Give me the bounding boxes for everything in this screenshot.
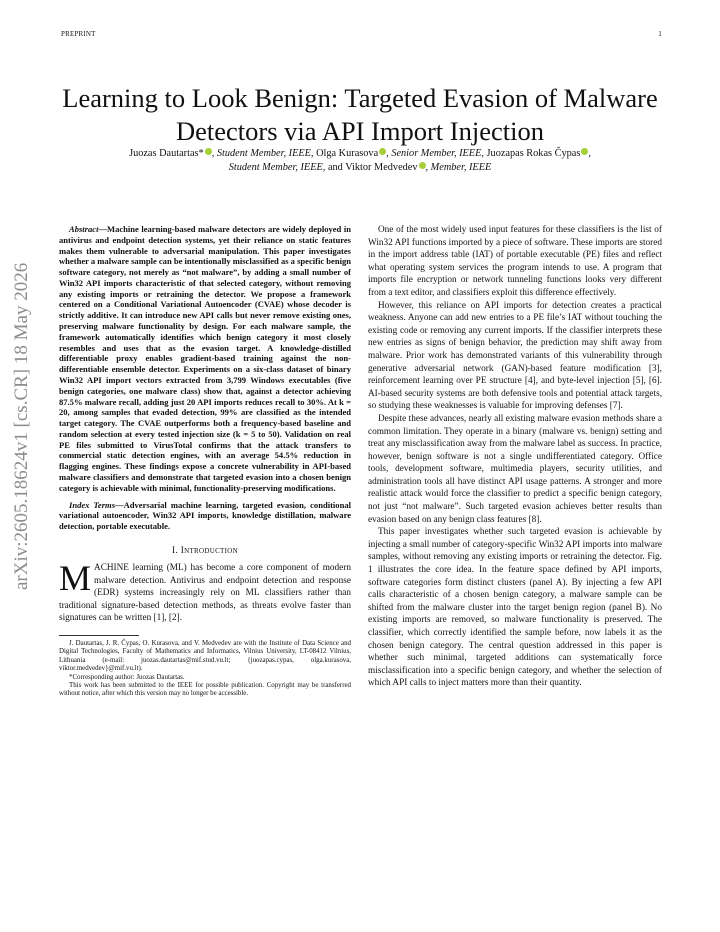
body-paragraph: This paper investigates whether such targeted evasion is achievable by injecting a small number of category-specific Win32 API imports into malware samples, without removing any existing imports or retraining the detector. Fig. 1 illustrates the core idea. In the feature space defined by API imports, software categories form distinct clusters (panel A). By injecting a few API calls characteristic of a chosen benign category, a malware sample can be shifted from the malware cluster into the target benign region (panel B). No existing imports are removed, so malware functionality is preserved. The classifier, which correctly identified the sample before, now labels it as the chosen benign category. The central question addressed in this paper is whether such minimal, targeted additions can systematically force misclassification into a specific benign category, and whether the selection of which API calls to inject matters more than their quantity.	[368, 527, 662, 689]
footnote-corresponding: *Corresponding author: Juozas Dautartas.	[69, 673, 185, 681]
index-terms	[59, 500, 351, 532]
author-name: Juozapas Rokas Čypas	[486, 148, 581, 159]
arxiv-stamp: arXiv:2605.18624v1 [cs.CR] 18 May 2026	[11, 262, 32, 590]
author-list: Juozas Dautartas* , Student Member, IEEE, Olga Kurasova , Senior Member, IEEE, Juozapas Rokas Čypas , Student Member, IEEE, and Viktor Medvedev , Member, IEEE	[129, 148, 591, 173]
paper-title: Learning to Look Benign: Targeted Evasion of Malware Detectors via API Import Injection	[62, 82, 658, 146]
footnote-rule	[59, 635, 139, 636]
author-membership: Member, IEEE	[430, 162, 492, 173]
footnote-copyright: This work has been submitted to the IEEE for possible publication. Copyright may be transferred without notice, after which this version may no longer be accessible.	[59, 681, 351, 698]
orcid-icon[interactable]	[419, 162, 426, 169]
abstract-label: Abstract	[69, 224, 99, 234]
author-name: Juozas Dautartas*	[129, 148, 204, 159]
author-membership: Student Member, IEEE,	[216, 148, 314, 159]
right-column	[368, 224, 662, 690]
section-heading	[59, 546, 351, 557]
page-number: 1	[658, 30, 662, 38]
author-conjunction: and	[327, 162, 343, 173]
drop-cap: M	[59, 557, 92, 598]
author-membership: Student Member, IEEE,	[228, 162, 326, 173]
orcid-icon[interactable]	[205, 148, 212, 155]
orcid-icon[interactable]	[379, 148, 386, 155]
index-terms-label: Index Terms	[69, 499, 116, 510]
body-paragraph: Despite these advances, nearly all existing malware evasion methods share a common limitation. They operate in a binary (malware vs. benign) setting and treat any misclassification away from the malware label as success. In practice, however, benign software is not a single undifferentiated category. Office tools, development software, multimedia players, security utilities, and administration tools all have distinct API usage patterns. A stronger and more realistic attack would force the classifier to predict a specific benign category, not just “not malware”. Such targeted evasion achieves better results than evasion based on any benign class features [8].	[368, 413, 662, 525]
footnote-affiliation: J. Dautartas, J. R. Čypas, O. Kurasova, and V. Medvedev are with the Institute of Data Science and Digital Technologies, Faculty of Mathematics and Informatics, Vilnius University, LT-08412 Vilnius, Lithuania (e-mail: juozas.dautartas@mif.stud.vu.lt; {juozapas.cypas, olga.kurasova, viktor.medvedev}@mif.vu.lt).	[59, 639, 351, 673]
author-name: Olga Kurasova	[316, 148, 379, 159]
section-number: I.	[172, 545, 179, 556]
section-title: Introduction	[180, 545, 238, 556]
author-name: Viktor Medvedev	[345, 162, 418, 173]
intro-text: ACHINE learning (ML) has become a core component of modern malware detection. Antivirus and endpoint detection and response (EDR) systems increasingly rely on ML classifiers rather than traditional signature-based detection methods, as threats evolve faster than signatures can be written [1], [2].	[59, 562, 351, 624]
body-paragraph: One of the most widely used input features for these classifiers is the list of Win32 API functions imported by a piece of software. These imports are stored in the import address table (IAT) of portable executable (PE) files and reflect what operating system services the program intends to use. A program that imports file encryption or network tunneling functions looks very different from a text editor, and classifiers exploit this difference effectively.	[368, 225, 662, 298]
orcid-icon[interactable]	[581, 148, 588, 155]
left-column	[59, 224, 351, 699]
abstract-text: —Machine learning-based malware detectors are widely deployed in antivirus and endpoint detection systems, yet their reliance on static features makes them vulnerable to adversarial manipulation. This paper investigates whether a malware sample can be intentionally misclassified as a specific benign software category, not merely as “not malware”, by adding a small number of Win32 API imports characteristic of that selected category, without removing any existing imports or retraining the detector. We propose a framework centered on a Conditional Variational Autoencoder (CVAE) whose decoder is strictly additive. It can introduce new API calls but never remove existing ones, preserving malware functionality by design. For each malware sample, the framework automatically identifies which benign category it most closely resembles and uses that as the evasion target. A knowledge-distilled differentiable proxy enables gradient-based training against the non-differentiable ensemble detector. Experiments on a six-class dataset of binary Win32 API import vectors extracted from 3,799 Windows executables (five benign categories, one malware class) show that, against a detector achieving 87.5% malware recall, adding just 20 API imports reduces recall to 30%. At k = 20, among samples that evaded detection, 99% are classified as the intended target category. The CVAE outperforms both a frequency-based baseline and random selection at every tested injection size (k = 5 to 50). Validation on real PE files submitted to VirusTotal confirms that the attack transfers to commercial static detection engines, with an average 54.5% reduction in flagging engines. These findings expose a concrete vulnerability in API-based malware classifiers and demonstrate that targeted evasion into a chosen benign category is achievable with minimal, functionality-preserving modifications.	[59, 224, 351, 493]
author-membership: Senior Member, IEEE,	[391, 148, 484, 159]
abstract	[59, 224, 351, 494]
index-terms-text: —Adversarial machine learning, targeted evasion, conditional variational autoencoder, Win32 API imports, knowledge distillation, malware detection, portable executable.	[59, 499, 351, 532]
body-paragraph: However, this reliance on API imports for detection creates a practical weakness. Anyone can add new entries to a PE file’s IAT without touching the existing code or removing any current imports. If the classifier interprets these new entries as signs of benign behavior, the prediction may shift away from malware. Prior work has demonstrated variants of this vulnerability through generative adversarial network (GAN)-based feature modification [3], reinforcement learning over PE structure [4], and byte-level injection [5], [6]. AI-based security systems are both defensive tools and potential attack targets, so studying these weaknesses is valuable for improving defenses [7].	[368, 300, 662, 412]
running-header-left: PREPRINT	[61, 30, 96, 38]
intro-paragraph	[59, 557, 351, 625]
